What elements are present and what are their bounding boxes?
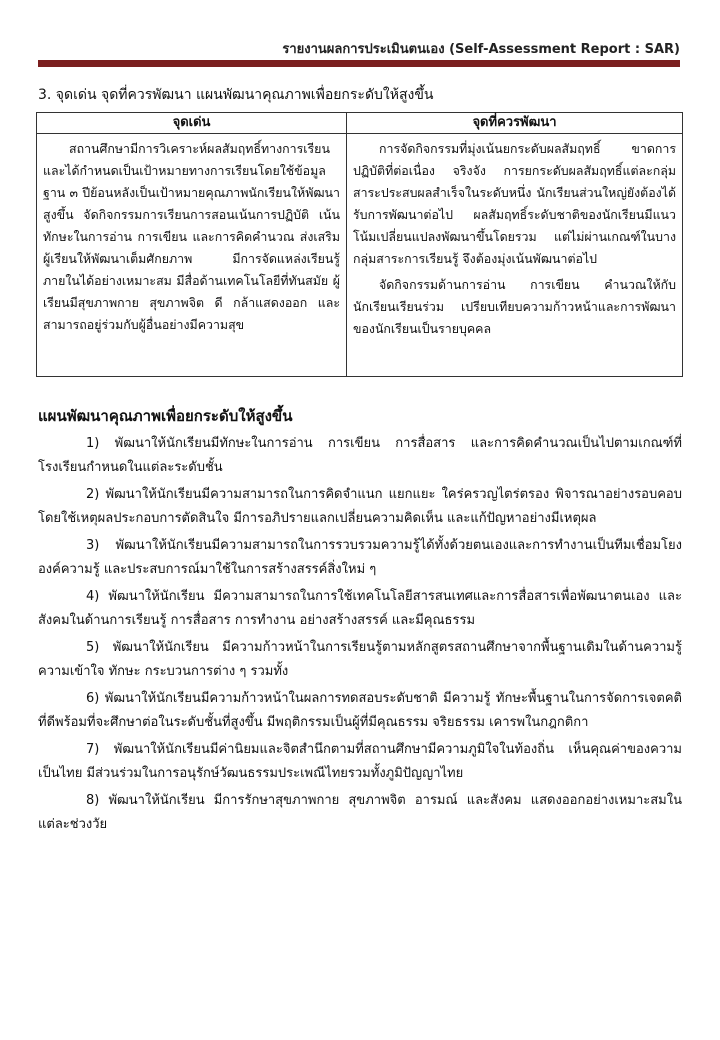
plan-item-7: 7) พัฒนาให้นักเรียนมีค่านิยมและจิตสำนึกตามที่สถานศึกษามีความภูมิใจในท้องถิ่น เห็นคุณค่าของความเป็นไทย มีส่วนร่วมในการอนุรักษ์วัฒนธรรมประเพณีไทยรวมทั้งภูมิปัญญาไทย xyxy=(38,742,682,781)
plan-item-5: 5) พัฒนาให้นักเรียน มีความก้าวหน้าในการเรียนรู้ตามหลักสูตรสถานศึกษาจากพื้นฐานเดิมในด้านความรู้ ความเข้าใจ ทักษะ กระบวนการต่าง ๆ รวมทั้ง xyxy=(38,640,682,679)
strengths-improvements-table xyxy=(36,112,683,377)
column-header-improvements: จุดที่ควรพัฒนา xyxy=(347,113,683,134)
report-header-title: รายงานผลการประเมินตนเอง (Self-Assessment Report : SAR) xyxy=(282,42,680,57)
column-header-strengths: จุดเด่น xyxy=(37,113,347,134)
header-divider xyxy=(38,60,680,67)
strengths-cell xyxy=(37,134,347,377)
section-title: 3. จุดเด่น จุดที่ควรพัฒนา แผนพัฒนาคุณภาพเพื่อยกระดับให้สูงขึ้น xyxy=(38,87,434,103)
plan-title: แผนพัฒนาคุณภาพเพื่อยกระดับให้สูงขึ้น xyxy=(38,407,293,425)
plan-item-1: 1) พัฒนาให้นักเรียนมีทักษะในการอ่าน การเขียน การสื่อสาร และการคิดคำนวณเป็นไปตามเกณฑ์ที่โรงเรียนกำหนดในแต่ละระดับชั้น xyxy=(38,436,682,475)
strengths-paragraph: สถานศึกษามีการวิเคราะห์ผลสัมฤทธิ์ทางการเรียนและได้กำหนดเป็นเป้าหมายทางการเรียนโดยใช้ข้อมูลฐาน ๓ ปีย้อนหลังเป็นเป้าหมายคุณภาพนักเรียนให้พัฒนาสูงขึ้น จัดกิจกรรมการเรียนการสอนเน้นการปฏิบัติ เน้นทักษะในการอ่าน การเขียน และการคิดคำนวณ ส่งเสริมผู้เรียนให้พัฒนาเต็มศักยภาพ มีการจัดแหล่งเรียนรู้ภายในได้อย่างเหมาะสม มีสื่อด้านเทคโนโลยีที่ทันสมัย ผู้เรียนมีสุขภาพกาย สุขภาพจิต ดี กล้าแสดงออก และสามารถอยู่ร่วมกับผู้อื่นอย่างมีความสุข xyxy=(43,141,340,332)
improvements-cell xyxy=(347,134,683,377)
plan-item-8: 8) พัฒนาให้นักเรียน มีการรักษาสุขภาพกาย สุขภาพจิต อารมณ์ และสังคม แสดงออกอย่างเหมาะสมในแต่ละช่วงวัย xyxy=(38,793,682,832)
plan-item-3: 3) พัฒนาให้นักเรียนมีความสามารถในการรวบรวมความรู้ได้ทั้งด้วยตนเองและการทำงานเป็นทีมเชื่อมโยงองค์ความรู้ และประสบการณ์มาใช้ในการสร้างสรรค์สิ่งใหม่ ๆ xyxy=(38,538,682,577)
improvements-paragraph-1: การจัดกิจกรรมที่มุ่งเน้นยกระดับผลสัมฤทธิ์ ขาดการปฏิบัติที่ต่อเนื่อง จริงจัง การยกระดับผลสัมฤทธิ์แต่ละกลุ่มสาระประสบผลสำเร็จในระดับหนึ่ง นักเรียนส่วนใหญ่ยังต้องได้รับการพัฒนาต่อไป ผลสัมฤทธิ์ระดับชาติของนักเรียนมีแนวโน้มเปลี่ยนแปลงพัฒนาขึ้นโดยรวม แต่ไม่ผ่านเกณฑ์ในบางกลุ่มสาระการเรียนรู้ จึงต้องมุ่งเน้นพัฒนาต่อไป xyxy=(353,141,676,266)
plan-item-6: 6) พัฒนาให้นักเรียนมีความก้าวหน้าในผลการทดสอบระดับชาติ มีความรู้ ทักษะพื้นฐานในการจัดการเจตคติที่ดีพร้อมที่จะศึกษาต่อในระดับชั้นที่สูงขึ้น มีพฤติกรรมเป็นผู้ที่มีคุณธรรม จริยธรรม เคารพในกฎกติกา xyxy=(38,691,682,730)
plan-item-4: 4) พัฒนาให้นักเรียน มีความสามารถในการใช้เทคโนโลยีสารสนเทศและการสื่อสารเพื่อพัฒนาตนเอง และสังคมในด้านการเรียนรู้ การสื่อสาร การทำงาน อย่างสร้างสรรค์ และมีคุณธรรม xyxy=(38,589,682,628)
plan-item-2: 2) พัฒนาให้นักเรียนมีความสามารถในการคิดจำแนก แยกแยะ ใคร่ครวญไตร่ตรอง พิจารณาอย่างรอบคอบโดยใช้เหตุผลประกอบการตัดสินใจ มีการอภิปรายแลกเปลี่ยนความคิดเห็น และแก้ปัญหาอย่างมีเหตุผล xyxy=(38,487,682,526)
improvements-paragraph-2: จัดกิจกรรมด้านการอ่าน การเขียน คำนวณให้กับนักเรียนเรียนร่วม เปรียบเทียบความก้าวหน้าและการพัฒนาของนักเรียนเป็นรายบุคคล xyxy=(353,277,676,336)
plan-list xyxy=(38,432,682,840)
